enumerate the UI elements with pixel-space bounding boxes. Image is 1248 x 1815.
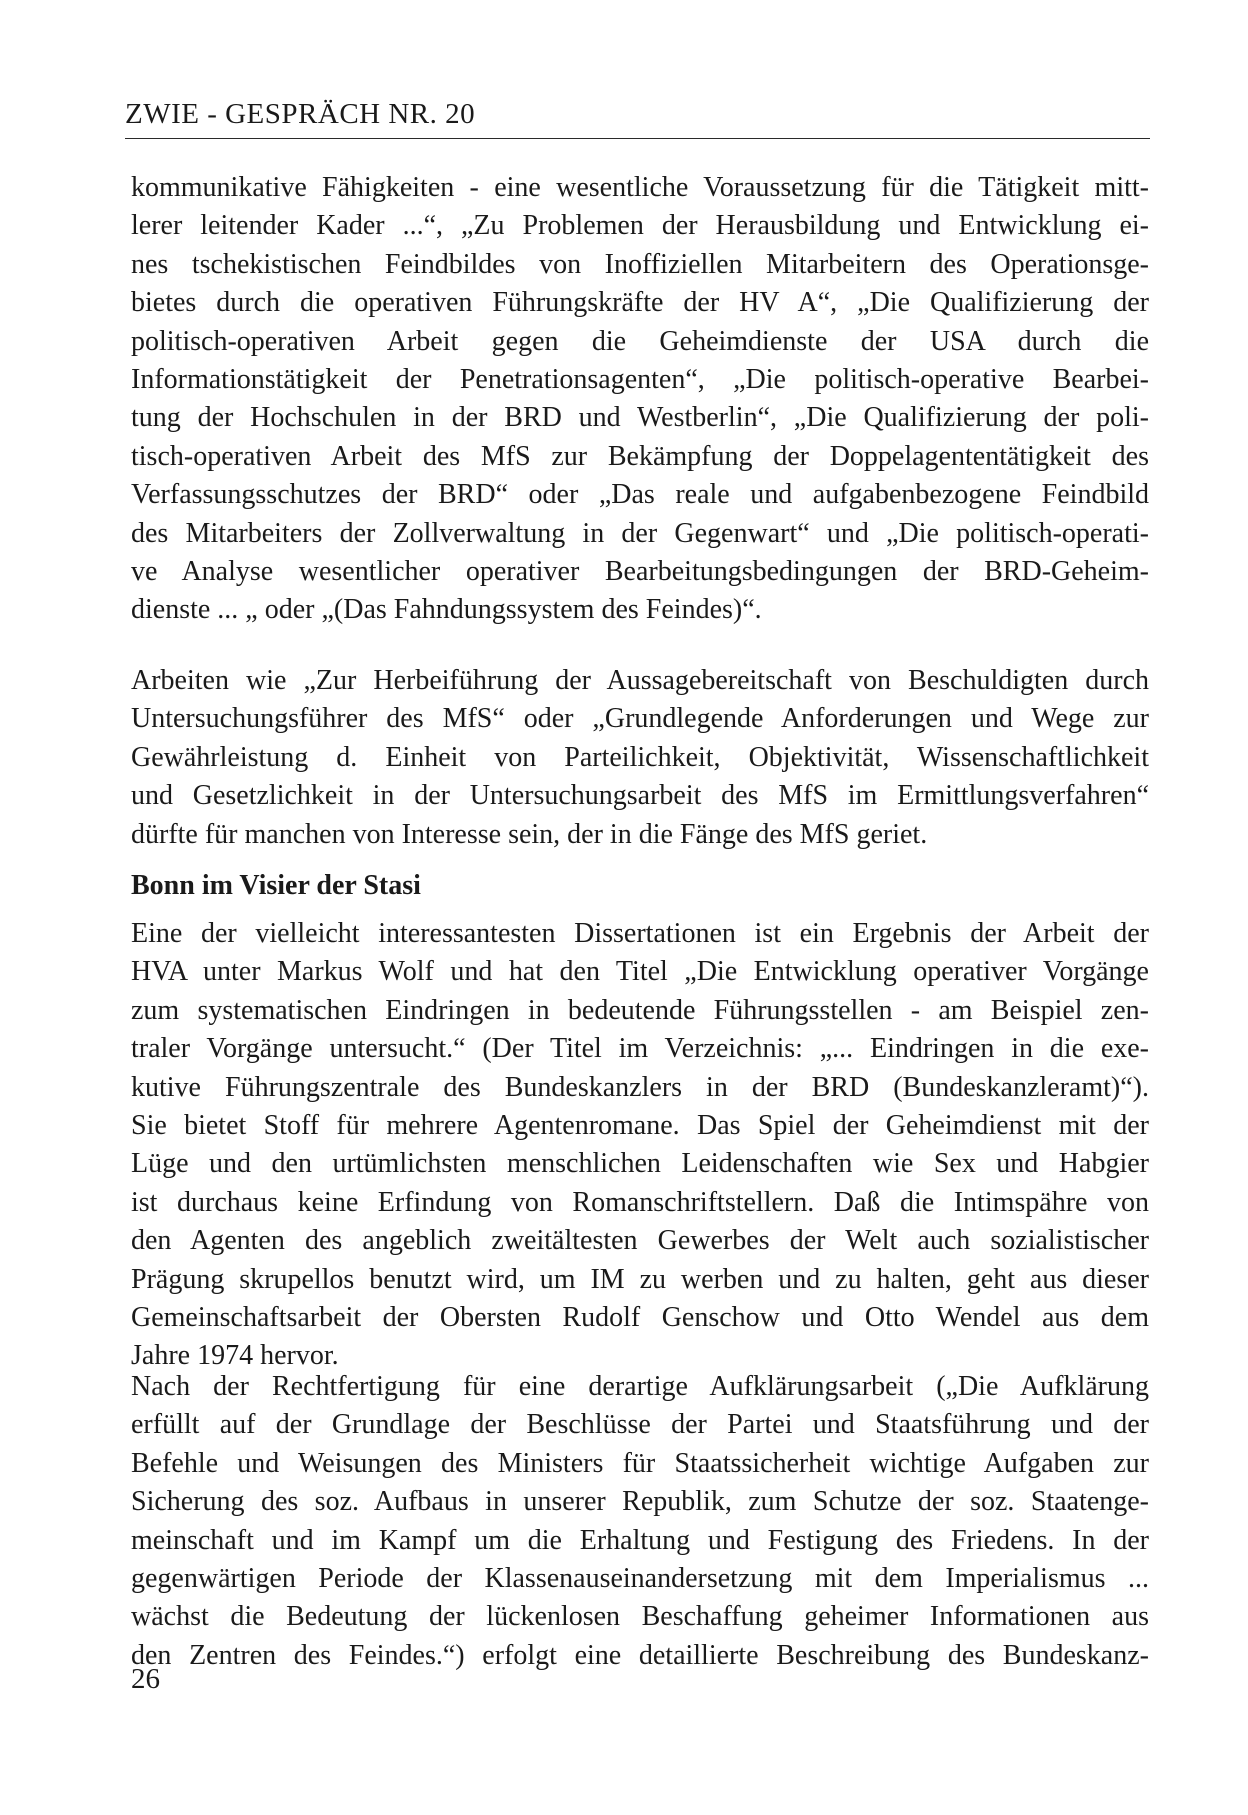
text-line: gegenwärtigen Periode der Klassenauseinandersetzung mit dem Imperialismus ... xyxy=(131,1562,1149,1594)
text-line: Sie bietet Stoff für mehrere Agentenromane. Das Spiel der Geheimdienst mit der xyxy=(131,1109,1149,1141)
text-line: Untersuchungsführer des MfS“ oder „Grundlegende Anforderungen und Wege zur xyxy=(131,703,1149,735)
paragraph-4 xyxy=(131,1368,1149,1675)
text-line: Jahre 1974 hervor. xyxy=(131,1340,339,1372)
text-line: kommunikative Fähigkeiten - eine wesentliche Voraussetzung für die Tätigkeit mitt- xyxy=(131,172,1149,203)
paragraph-3 xyxy=(131,915,1149,1376)
text-line: Eine der vielleicht interessantesten Dissertationen ist ein Ergebnis der Arbeit der xyxy=(131,918,1149,949)
text-line: Gewährleistung d. Einheit von Parteilichkeit, Objektivität, Wissenschaftlichkeit xyxy=(131,741,1149,773)
paragraph-2 xyxy=(131,662,1149,854)
text-line: Nach der Rechtfertigung für eine derartige Aufklärungsarbeit („Die Aufklärung xyxy=(131,1371,1149,1402)
text-line: HVA unter Markus Wolf und hat den Titel „Die Entwicklung operativer Vorgänge xyxy=(131,956,1149,988)
text-line: den Agenten des angeblich zweitältesten Gewerbes der Welt auch sozialistischer xyxy=(131,1225,1149,1257)
text-line: Arbeiten wie „Zur Herbeiführung der Aussagebereitschaft von Beschuldigten durch xyxy=(131,665,1149,696)
text-line: dienste ... „ oder „(Das Fahndungssystem des Feindes)“. xyxy=(131,594,762,626)
text-line: tisch-operativen Arbeit des MfS zur Bekämpfung der Doppelagententätigkeit des xyxy=(131,440,1149,472)
text-line: ve Analyse wesentlicher operativer Bearbeitungsbedingungen der BRD-Geheim- xyxy=(131,555,1149,587)
text-line: zum systematischen Eindringen in bedeutende Führungsstellen - am Beispiel zen- xyxy=(131,994,1149,1026)
text-line: nes tschekistischen Feindbildes von Inoffiziellen Mitarbeitern des Operationsge- xyxy=(131,248,1149,280)
text-line: bietes durch die operativen Führungskräfte der HV A“, „Die Qualifizierung der xyxy=(131,287,1149,319)
text-line: traler Vorgänge untersucht.“ (Der Titel im Verzeichnis: „... Eindringen in die exe- xyxy=(131,1033,1149,1065)
text-line: tung der Hochschulen in der BRD und Westberlin“, „Die Qualifizierung der poli- xyxy=(131,402,1149,434)
header-title: ZWIE - GESPRÄCH NR. 20 xyxy=(125,98,476,130)
text-line: Lüge und den urtümlichsten menschlichen Leidenschaften wie Sex und Habgier xyxy=(131,1148,1149,1180)
text-line: ist durchaus keine Erfindung von Romanschriftstellern. Daß die Intimspähre von xyxy=(131,1186,1149,1218)
text-line: lerer leitender Kader ...“, „Zu Problemen der Herausbildung und Entwicklung ei- xyxy=(131,210,1149,242)
running-header xyxy=(125,92,1150,139)
text-line: Prägung skrupellos benutzt wird, um IM zu werben und zu halten, geht aus dieser xyxy=(131,1263,1149,1295)
paragraph-1 xyxy=(131,169,1149,630)
section-heading: Bonn im Visier der Stasi xyxy=(131,870,421,901)
text-line: Befehle und Weisungen des Ministers für Staatssicherheit wichtige Aufgaben zur xyxy=(131,1447,1149,1479)
text-line: Sicherung des soz. Aufbaus in unserer Republik, zum Schutze der soz. Staatenge- xyxy=(131,1486,1149,1518)
text-line: meinschaft und im Kampf um die Erhaltung und Festigung des Friedens. In der xyxy=(131,1524,1149,1556)
text-line: und Gesetzlichkeit in der Untersuchungsarbeit des MfS im Ermittlungsverfahren“ xyxy=(131,780,1149,812)
text-line: des Mitarbeiters der Zollverwaltung in der Gegenwart“ und „Die politisch-operati- xyxy=(131,517,1149,549)
text-line: Verfassungsschutzes der BRD“ oder „Das reale und aufgabenbezogene Feindbild xyxy=(131,479,1149,511)
text-line: Informationstätigkeit der Penetrationsagenten“, „Die politisch-operative Bearbei- xyxy=(131,363,1149,395)
text-line: dürfte für manchen von Interesse sein, der in die Fänge des MfS geriet. xyxy=(131,818,928,850)
text-line: politisch-operativen Arbeit gegen die Geheimdienste der USA durch die xyxy=(131,325,1149,357)
text-line: kutive Führungszentrale des Bundeskanzlers in der BRD (Bundeskanzleramt)“). xyxy=(131,1071,1149,1103)
text-line: Gemeinschaftsarbeit der Obersten Rudolf Genschow und Otto Wendel aus dem xyxy=(131,1301,1149,1333)
text-line: erfüllt auf der Grundlage der Beschlüsse der Partei und Staatsführung und der xyxy=(131,1409,1149,1441)
page-number: 26 xyxy=(131,1663,160,1695)
text-line: wächst die Bedeutung der lückenlosen Beschaffung geheimer Informationen aus xyxy=(131,1601,1149,1633)
text-line: den Zentren des Feindes.“) erfolgt eine detaillierte Beschreibung des Bundeskanz- xyxy=(131,1639,1149,1671)
